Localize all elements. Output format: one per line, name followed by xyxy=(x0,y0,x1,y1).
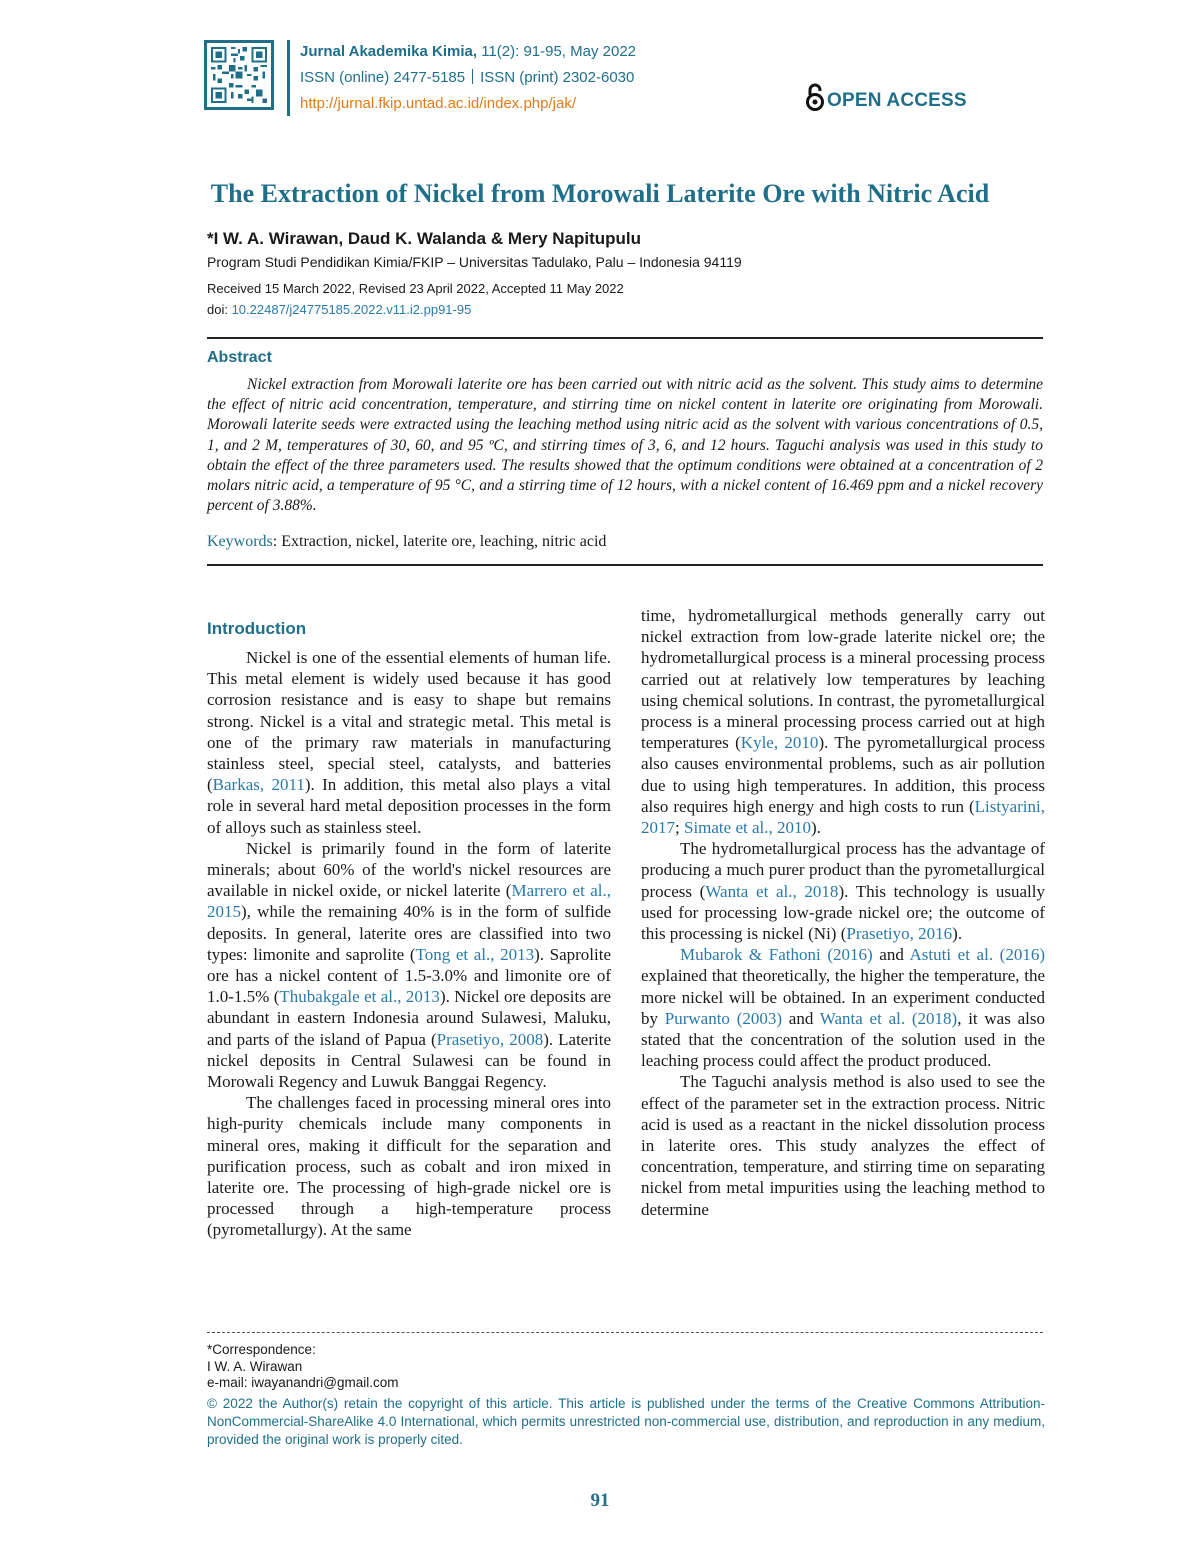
keywords-colon: : xyxy=(272,533,282,550)
text-run: ), while the remaining 40% is in the form of sulfide deposits. In general, laterite ores are classified into two types: limonite and saprolite ( xyxy=(207,902,611,964)
article-title: The Extraction of Nickel from Morowali Laterite Ore with Nitric Acid xyxy=(210,179,990,208)
intro-paragraph-2 xyxy=(207,838,611,1092)
text-run: The hydrometallurgical process has the advantage of producing a much purer product than the pyrometallurgical process ( xyxy=(641,839,1045,901)
doi-link[interactable]: 10.22487/j24775185.2022.v11.i2.pp91-95 xyxy=(231,302,472,317)
text-run: ). Laterite nickel deposits in Central Sulawesi can be found in Morowali Regency and Luwuk Banggai Regency. xyxy=(207,1029,611,1092)
text-run: ). This technology is usually used for processing low-grade nickel ore; the outcome of this processing is nickel (Ni) ( xyxy=(641,881,1045,944)
issn-online: ISSN (online) 2477-5185 xyxy=(300,69,466,86)
issn-separator xyxy=(472,69,473,84)
text-run: ; xyxy=(675,818,684,838)
text-run: ). Nickel ore deposits are abundant in eastern Indonesia around Sulawesi, Maluku, and parts of the island of Papua ( xyxy=(207,987,612,1049)
text-run: explained that theoretically, the higher the temperature, the more nickel will be obtained. In an experiment conducted by xyxy=(641,966,1045,1028)
journal-url-link[interactable]: http://jurnal.fkip.untad.ac.id/index.php/jak/ xyxy=(300,95,577,112)
body-column-left xyxy=(207,647,611,1241)
text-run: , it was also stated that the concentration of the solution used in the leaching process could affect the product produced. xyxy=(641,1008,1045,1071)
citation-link[interactable]: Kyle, 2010 xyxy=(740,733,819,753)
correspondence-email: e-mail: iwayanandri@gmail.com xyxy=(207,1375,399,1390)
abstract-text: Nickel extraction from Morowali laterite ore has been carried out with nitric acid as the solvent. This study aims to determine the effect of nitric acid concentration, temperature, and stirring time on nickel content in laterite ore originating from Morowali. Morowali laterite seeds were extracted using the leaching method using nitric acid as the solvent with various concentrations of 0.5, 1, and 2 M, temperatures of 30, 60, and 95 ºC, and stirring times of 3, 6, and 12 hours. Taguchi analysis was used in this study to obtain the effect of the three parameters used. The results showed that the optimum conditions were obtained at a concentration of 2 molars nitric acid, a temperature of 95 °C, and a stirring time of 12 hours, with a nickel content of 16.469 ppm and a nickel recovery percent of 3.88%. xyxy=(207,376,1043,515)
citation-link[interactable]: Purwanto (2003) xyxy=(664,1008,783,1028)
open-access-lock-icon xyxy=(805,82,825,112)
keywords-list: Extraction, nickel, laterite ore, leaching, nitric acid xyxy=(281,533,607,550)
citation-link[interactable]: Wanta et al. (2018) xyxy=(819,1008,958,1028)
journal-name: Jurnal Akademika Kimia, xyxy=(300,43,478,60)
intro-paragraph-3-cont xyxy=(641,605,1045,838)
issn-print: ISSN (print) 2302-6030 xyxy=(480,69,635,86)
correspondence-label: *Correspondence: xyxy=(207,1342,316,1357)
citation-link[interactable]: Wanta et al., 2018 xyxy=(705,881,839,901)
citation-link[interactable]: Prasetiyo, 2016 xyxy=(846,924,953,944)
abstract-bottom-rule xyxy=(207,564,1043,566)
author-affiliation: Program Studi Pendidikan Kimia/FKIP – Universitas Tadulako, Palu – Indonesia 94119 xyxy=(207,254,742,270)
body-column-right xyxy=(641,605,1045,1220)
text-run: Nickel is one of the essential elements of human life. This metal element is widely used because it has good corrosion resistance and is easy to shape but remains strong. Nickel is a vital and strategic metal. This metal is one of the primary raw materials in manufacturing stainless steel, special steel, catalysts, and batteries ( xyxy=(207,648,611,795)
text-run: and xyxy=(782,1008,820,1028)
article-dates: Received 15 March 2022, Revised 23 April 2022, Accepted 11 May 2022 xyxy=(207,281,624,296)
qr-code-icon xyxy=(204,40,274,110)
intro-paragraph-5 xyxy=(641,944,1045,1071)
keywords-line xyxy=(207,533,606,551)
intro-paragraph-3: The challenges faced in processing mineral ores into high-purity chemicals include many components in mineral ores, making it difficult for the separation and purification process, such as cobalt and iron mixed in laterite ore. The processing of high-grade nickel ore is processed through a high-temperature process (pyrometallurgy). At the same xyxy=(207,1093,611,1240)
footnote-divider xyxy=(207,1332,1043,1333)
journal-citation xyxy=(300,43,636,60)
citation-link[interactable]: Astuti et al. (2016) xyxy=(909,945,1046,965)
intro-paragraph-6: The Taguchi analysis method is also used to see the effect of the parameter set in the extraction process. Nitric acid is used as a reactant in the nickel dissolution process in laterite ores. This study analyzes the effect of concentration, temperature, and stirring time on separating nickel from metal impurities using the leaching method to determine xyxy=(641,1072,1045,1219)
citation-link[interactable]: Marrero et al., 2015 xyxy=(207,881,611,922)
text-run: and xyxy=(872,945,910,965)
intro-paragraph-4 xyxy=(641,838,1045,944)
text-run: Nickel is primarily found in the form of laterite minerals; about 60% of the world's nickel resources are available in nickel oxide, or nickel laterite ( xyxy=(207,838,611,901)
text-run: ). xyxy=(811,818,821,838)
text-run: time, hydrometallurgical methods generally carry out nickel extraction from low-grade laterite nickel ore; the hydrometallurgical process is a mineral processing process carried out at relatively low temperatures by leaching using chemical solutions. In contrast, the pyrometallurgical process is a mineral processing process carried out at high temperatures ( xyxy=(641,606,1045,753)
text-run: ). In addition, this metal also plays a vital role in several hard metal deposition processes in the form of alloys such as stainless steel. xyxy=(207,775,611,837)
introduction-heading: Introduction xyxy=(207,619,307,638)
header-divider xyxy=(287,40,290,116)
issn-line xyxy=(300,69,634,86)
open-access-label: OPEN ACCESS xyxy=(827,90,967,111)
keywords-label: Keywords xyxy=(207,533,273,550)
journal-volume-issue: 11(2): 91-95, May 2022 xyxy=(477,43,637,60)
copyright-notice: © 2022 the Author(s) retain the copyright of this article. This article is published under the terms of the Creative Commons Attribution-NonCommercial-ShareAlike 4.0 International, which permits unrestricted non-commercial use, distribution, and reproduction in any medium, provided the original work is properly cited. xyxy=(207,1396,1045,1447)
page-number: 91 xyxy=(590,1490,610,1511)
citation-link[interactable]: Listyarini, 2017 xyxy=(641,796,1045,838)
citation-link[interactable]: Prasetiyo, 2008 xyxy=(436,1029,544,1049)
text-run: ). Saprolite ore has a nickel content of 1.5-3.0% and limonite ore of 1.0-1.5% ( xyxy=(207,944,611,1007)
correspondence-block xyxy=(207,1342,399,1392)
citation-link[interactable]: Thubakgale et al., 2013 xyxy=(279,987,440,1007)
citation-link[interactable]: Barkas, 2011 xyxy=(212,775,305,795)
article-authors: *I W. A. Wirawan, Daud K. Walanda & Mery Napitupulu xyxy=(207,229,642,248)
doi-label: doi: xyxy=(207,302,232,317)
citation-link[interactable]: Mubarok & Fathoni (2016) xyxy=(680,945,873,965)
correspondence-name: I W. A. Wirawan xyxy=(207,1358,303,1374)
text-run: ). xyxy=(952,924,963,944)
citation-link[interactable]: Simate et al., 2010 xyxy=(683,818,811,838)
text-run: ). The pyrometallurgical process also causes environmental problems, such as air pollution due to using high temperatures. In addition, this process also requires high energy and high costs to run ( xyxy=(641,733,1046,816)
abstract-top-rule xyxy=(207,337,1043,339)
doi-line xyxy=(207,302,471,317)
abstract-heading: Abstract xyxy=(207,349,272,366)
citation-link[interactable]: Tong et al., 2013 xyxy=(415,944,535,964)
intro-paragraph-1 xyxy=(207,647,611,838)
